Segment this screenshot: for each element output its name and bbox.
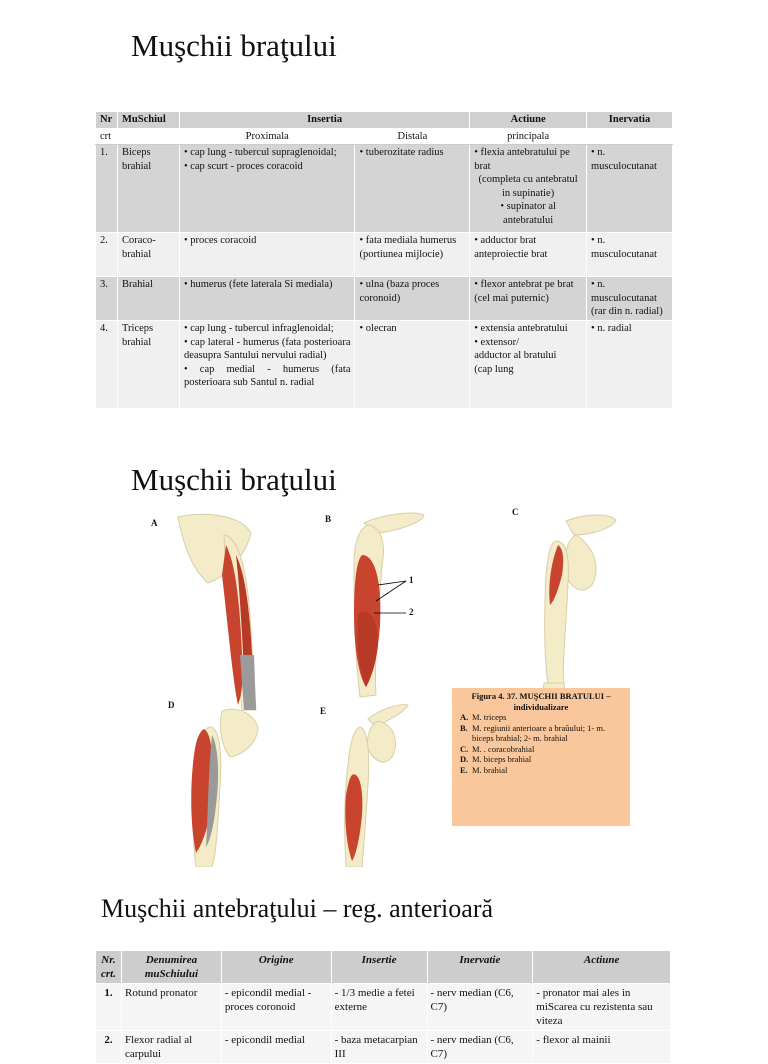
row-text-line: • proces coracoid bbox=[183, 235, 257, 246]
row-actiune bbox=[470, 145, 587, 233]
row-muscle-name: Coraco-brahial bbox=[117, 233, 179, 277]
arm-figure-c bbox=[543, 515, 616, 707]
row-text-line: • extensia antebratului bbox=[474, 323, 568, 334]
row-inervatia: • n. radial bbox=[587, 321, 673, 409]
header-actiune: Actiune bbox=[533, 951, 671, 984]
row-text-line: • flexia antebratului pe brat bbox=[474, 147, 570, 172]
row-actiune bbox=[470, 277, 587, 321]
row-actiune: - flexor al mainii bbox=[533, 1031, 671, 1064]
caption-text: M. regiunii anterioare a braŭului; 1- m. biceps brahial; 2- m. brahial bbox=[472, 722, 606, 743]
row-text-line: • adductor brat bbox=[474, 235, 537, 246]
table-row bbox=[96, 1031, 671, 1064]
header-origine: Origine bbox=[221, 951, 331, 984]
row-proximala bbox=[179, 233, 355, 277]
header-nr: Nr bbox=[96, 112, 118, 129]
header-inervatia: Inervatia bbox=[587, 112, 673, 129]
subheader-principala: principala bbox=[470, 128, 587, 145]
caption-item bbox=[460, 723, 622, 744]
arm-figure-e bbox=[345, 705, 408, 867]
table-header-row bbox=[96, 112, 673, 129]
arm-figure-b bbox=[354, 513, 424, 697]
row-muscle-name: Brahial bbox=[117, 277, 179, 321]
row-text-line: • cap lung - tubercul supraglenoidal; bbox=[183, 147, 337, 158]
subheader-crt: crt bbox=[96, 128, 118, 145]
subheader-distala: Distala bbox=[355, 128, 470, 145]
arm-figure-a bbox=[178, 514, 256, 710]
subheader-proximala: Proximala bbox=[179, 128, 355, 145]
figure-number-1: 1 bbox=[409, 575, 414, 585]
header-denumirea: Denumirea muSchiului bbox=[121, 951, 221, 984]
row-inervatia: • n. musculocutanat bbox=[587, 233, 673, 277]
caption-key: E. bbox=[460, 764, 468, 775]
header-insertia: Insertia bbox=[179, 112, 469, 129]
row-nr: 3. bbox=[96, 277, 118, 321]
row-muscle-name: Triceps brahial bbox=[117, 321, 179, 409]
row-nr: 2. bbox=[96, 1031, 122, 1064]
figure-label-b: B bbox=[325, 514, 332, 524]
arm-muscles-table bbox=[95, 111, 673, 409]
row-inervatia: • n. musculocutanat (rar din n. radial) bbox=[587, 277, 673, 321]
row-text-line: • cap lateral - humerus (fata posterioara deasupra Santului nervului radial) bbox=[183, 336, 351, 361]
row-inervatie: - nerv median (C6, C7) bbox=[427, 984, 533, 1031]
row-text-line: adductor al bratului bbox=[474, 350, 557, 361]
row-proximala bbox=[179, 321, 355, 409]
row-muscle-name: Biceps brahial bbox=[117, 145, 179, 233]
row-distala: • ulna (baza proces coronoid) bbox=[355, 277, 470, 321]
table-row bbox=[96, 321, 673, 409]
table-row bbox=[96, 233, 673, 277]
row-text-line: • humerus (fete laterala Si mediala) bbox=[183, 279, 333, 290]
row-origine: - epicondil medial - proces coronoid bbox=[221, 984, 331, 1031]
forearm-muscles-table bbox=[95, 950, 671, 1064]
row-proximala bbox=[179, 277, 355, 321]
header-muschiul: MuSchiul bbox=[117, 112, 179, 129]
table-row bbox=[96, 984, 671, 1031]
row-text-line: • cap lung - tubercul infraglenoidal; bbox=[183, 323, 334, 334]
caption-item bbox=[460, 765, 622, 776]
caption-key: D. bbox=[460, 754, 469, 764]
row-nr: 4. bbox=[96, 321, 118, 409]
row-actiune bbox=[470, 233, 587, 277]
caption-text: M. triceps bbox=[472, 712, 507, 722]
row-origine: - epicondil medial bbox=[221, 1031, 331, 1064]
header-inervatie: Inervatie bbox=[427, 951, 533, 984]
figure-label-a: A bbox=[151, 518, 158, 528]
figure-label-d: D bbox=[168, 700, 175, 710]
row-text-line: • cap medial - humerus (fata posterioara sub Santul n. radial bbox=[183, 363, 351, 388]
caption-key: A. bbox=[460, 712, 469, 722]
row-actiune bbox=[470, 321, 587, 409]
caption-text: M. biceps brahial bbox=[472, 754, 532, 764]
header-actiune: Actiune bbox=[470, 112, 587, 129]
row-nr: 1. bbox=[96, 145, 118, 233]
row-muscle-name: Rotund pronator bbox=[121, 984, 221, 1031]
caption-key: C. bbox=[460, 743, 469, 754]
row-proximala bbox=[179, 145, 355, 233]
table-row bbox=[96, 277, 673, 321]
row-text-line: • extensor/ bbox=[474, 336, 520, 348]
row-inervatia: • n. musculocutanat bbox=[587, 145, 673, 233]
figure-caption-title: Figura 4. 37. MUŞCHII BRATULUI – individualizare bbox=[471, 691, 611, 712]
arm-figure-d bbox=[191, 709, 258, 867]
caption-text: M. . coracobrahial bbox=[472, 743, 535, 754]
caption-key: B. bbox=[460, 722, 468, 733]
row-text-line: (cap lung bbox=[474, 363, 514, 375]
section-title-forearm-muscles: Muşchii antebraţului – reg. anterioară bbox=[101, 894, 494, 923]
caption-text: M. brahial bbox=[472, 764, 508, 775]
figure-label-c: C bbox=[512, 507, 519, 517]
row-distala: • fata mediala humerus (portiunea mijlocie) bbox=[355, 233, 470, 277]
row-muscle-name: Flexor radial al carpului bbox=[121, 1031, 221, 1064]
row-text-line: (completa cu antebratul in supinatie) bbox=[478, 174, 578, 199]
row-text-line: anteproiectie brat bbox=[474, 248, 548, 260]
caption-item bbox=[460, 744, 622, 755]
section-title-arm-muscles: Muşchii braţului bbox=[131, 462, 337, 497]
table-subheader-row bbox=[96, 128, 673, 145]
caption-item bbox=[460, 712, 622, 723]
figure-number-2: 2 bbox=[409, 607, 414, 617]
figure-label-e: E bbox=[320, 706, 327, 716]
row-text-line: • cap scurt - proces coracoid bbox=[183, 160, 303, 172]
page-title-arm-muscles: Muşchii braţului bbox=[131, 28, 337, 63]
header-insertie: Insertie bbox=[331, 951, 427, 984]
row-insertie: - 1/3 medie a fetei externe bbox=[331, 984, 427, 1031]
row-text-line: • flexor antebrat pe brat (cel mai puternic) bbox=[474, 279, 574, 304]
figure-caption-box bbox=[452, 688, 630, 826]
table-header-row bbox=[96, 951, 671, 984]
subheader-empty-2 bbox=[587, 128, 673, 145]
row-text-line: • supinator al antebratului bbox=[500, 201, 556, 226]
table-row bbox=[96, 145, 673, 233]
row-nr: 2. bbox=[96, 233, 118, 277]
row-nr: 1. bbox=[96, 984, 122, 1031]
row-inervatie: - nerv median (C6, C7) bbox=[427, 1031, 533, 1064]
row-insertie: - baza metacarpian III bbox=[331, 1031, 427, 1064]
row-actiune: - pronator mai ales in miScarea cu rezistenta sau viteza bbox=[533, 984, 671, 1031]
header-nr-crt: Nr. crt. bbox=[96, 951, 122, 984]
caption-item bbox=[460, 754, 622, 765]
subheader-empty bbox=[117, 128, 179, 145]
row-distala: • olecran bbox=[355, 321, 470, 409]
row-distala: • tuberozitate radius bbox=[355, 145, 470, 233]
